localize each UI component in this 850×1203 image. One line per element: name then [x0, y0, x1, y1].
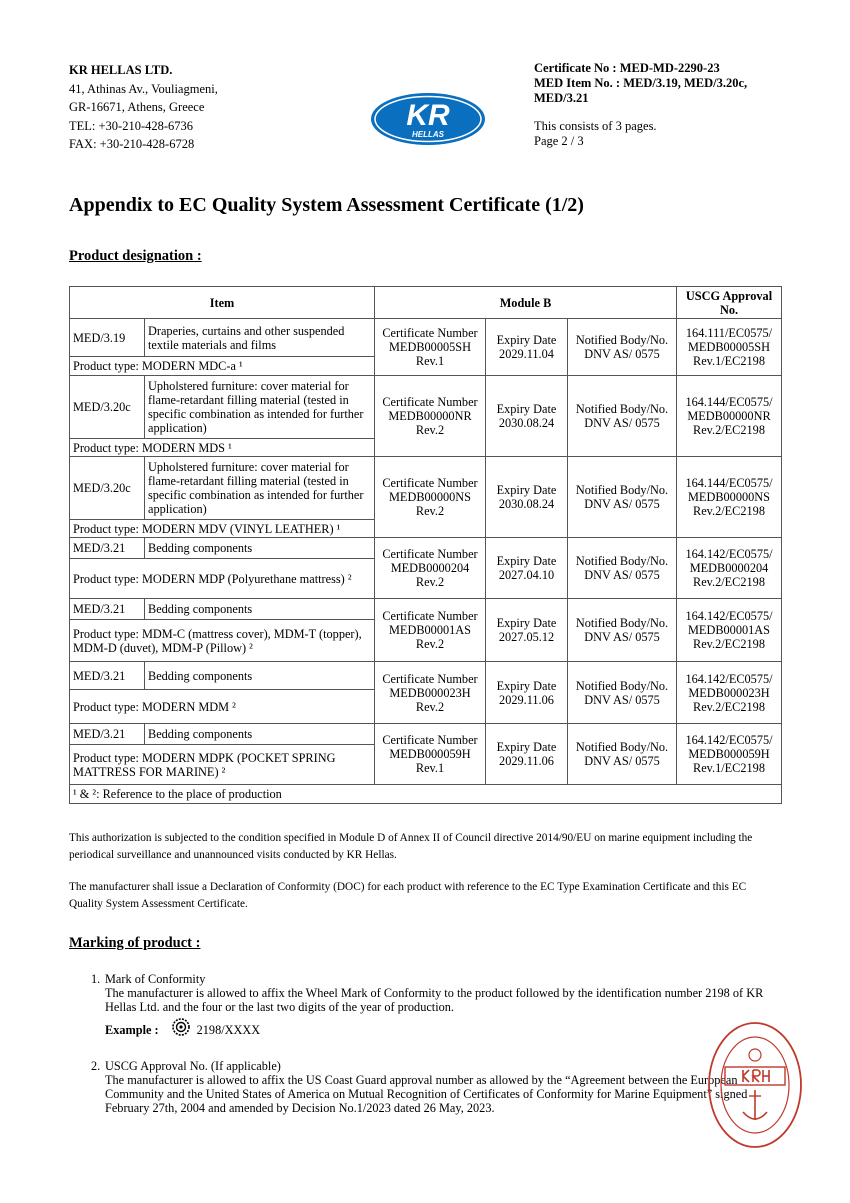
certificate-number-cell: Certificate Number MEDB000059H Rev.1 — [375, 724, 486, 785]
uscg-approval: 164.144/EC0575/ MEDB00000NR Rev.2/EC2198 — [677, 376, 782, 457]
marking-item-1 — [91, 972, 781, 1037]
logo-subtext: HELLAS — [412, 130, 444, 139]
uscg-approval: 164.142/EC0575/ MEDB000059H Rev.1/EC2198 — [677, 724, 782, 785]
product-designation-table — [69, 286, 782, 804]
notified-body: Notified Body/No. DNV AS/ 0575 — [568, 662, 677, 724]
med-number: MED/3.21 — [70, 724, 145, 745]
med-number: MED/3.19 — [70, 319, 145, 357]
certificate-number-cell: Certificate Number MEDB000023H Rev.2 — [375, 662, 486, 724]
logo-text: KR — [406, 99, 450, 132]
table-row — [70, 319, 782, 357]
telephone: TEL: +30-210-428-6736 — [69, 118, 194, 133]
item-description: Upholstered furniture: cover material for flame-retardant filling material (tested in specific combination as intended for further application) — [145, 457, 375, 520]
med-item-numbers-2: MED/3.21 — [534, 91, 589, 105]
certificate-number-cell: Certificate Number MEDB00000NR Rev.2 — [375, 376, 486, 457]
notified-body: Notified Body/No. DNV AS/ 0575 — [568, 319, 677, 376]
item-description: Bedding components — [145, 538, 375, 559]
example-value: 2198/XXXX — [196, 1023, 261, 1037]
uscg-approval: 164.142/EC0575/ MEDB000023H Rev.2/EC2198 — [677, 662, 782, 724]
table-footnote: ¹ & ²: Reference to the place of production — [70, 785, 782, 804]
notified-body: Notified Body/No. DNV AS/ 0575 — [568, 376, 677, 457]
list-number: 1. — [91, 972, 101, 986]
table-row — [70, 599, 782, 620]
column-header-uscg: USCG Approval No. — [677, 287, 782, 319]
declaration-paragraph: The manufacturer shall issue a Declaration of Conformity (DOC) for each product with reference to the EC Type Examination Certificate and this EC Quality System Assessment Certificate. — [69, 881, 747, 910]
certificate-number-cell: Certificate Number MEDB00005SH Rev.1 — [375, 319, 486, 376]
med-number: MED/3.21 — [70, 538, 145, 559]
expiry-date: Expiry Date 2030.08.24 — [486, 457, 568, 538]
address-line-2: GR-16671, Athens, Greece — [69, 100, 205, 114]
mark-of-conformity-title: Mark of Conformity — [105, 972, 206, 986]
item-description: Bedding components — [145, 662, 375, 690]
med-number: MED/3.21 — [70, 599, 145, 620]
fax: FAX: +30-210-428-6728 — [69, 137, 195, 151]
page-number: Page 2 / 3 — [534, 134, 584, 148]
uscg-approval: 164.142/EC0575/ MEDB0000204 Rev.2/EC2198 — [677, 538, 782, 599]
med-number: MED/3.20c — [70, 376, 145, 439]
list-number: 2. — [91, 1059, 101, 1073]
item-description: Upholstered furniture: cover material for flame-retardant filling material (tested in specific combination as intended for further application) — [145, 376, 375, 439]
marking-of-product-heading: Marking of product : — [69, 935, 201, 951]
kr-hellas-logo — [370, 92, 486, 146]
product-type: Product type: MODERN MDC-a ¹ — [70, 357, 375, 376]
product-type: Product type: MDM-C (mattress cover), MDM-T (topper), MDM-D (duvet), MDM-P (Pillow) ² — [70, 620, 375, 662]
example-label: Example : — [105, 1023, 159, 1037]
certificate-number-cell: Certificate Number MEDB0000204 Rev.2 — [375, 538, 486, 599]
notified-body: Notified Body/No. DNV AS/ 0575 — [568, 457, 677, 538]
example-line — [105, 1023, 781, 1037]
med-number: MED/3.21 — [70, 662, 145, 690]
issuer-address-block — [69, 61, 218, 154]
certificate-number-cell: Certificate Number MEDB00001AS Rev.2 — [375, 599, 486, 662]
table-row — [70, 724, 782, 745]
product-type: Product type: MODERN MDP (Polyurethane mattress) ² — [70, 559, 375, 599]
mark-of-conformity-text: The manufacturer is allowed to affix the Wheel Mark of Conformity to the product followed by the identification number 2198 of KR Hellas Ltd. and the four or the last two digits of the year of production. — [105, 986, 764, 1014]
expiry-date: Expiry Date 2030.08.24 — [486, 376, 568, 457]
company-stamp — [707, 1020, 803, 1150]
table-row — [70, 457, 782, 520]
wheel-mark-icon — [171, 1017, 191, 1037]
expiry-date: Expiry Date 2029.11.06 — [486, 724, 568, 785]
item-description: Draperies, curtains and other suspended textile materials and films — [145, 319, 375, 357]
column-header-item: Item — [70, 287, 375, 319]
notified-body: Notified Body/No. DNV AS/ 0575 — [568, 538, 677, 599]
uscg-approval: 164.144/EC0575/ MEDB00000NS Rev.2/EC2198 — [677, 457, 782, 538]
company-name: KR HELLAS LTD. — [69, 63, 173, 77]
marking-item-2 — [91, 1059, 781, 1115]
expiry-date: Expiry Date 2029.11.04 — [486, 319, 568, 376]
certificate-number-cell: Certificate Number MEDB00000NS Rev.2 — [375, 457, 486, 538]
product-type: Product type: MODERN MDM ² — [70, 690, 375, 724]
notified-body: Notified Body/No. DNV AS/ 0575 — [568, 599, 677, 662]
address-line-1: 41, Athinas Av., Vouliagmeni, — [69, 81, 218, 96]
item-description: Bedding components — [145, 599, 375, 620]
notified-body: Notified Body/No. DNV AS/ 0575 — [568, 724, 677, 785]
table-row — [70, 662, 782, 690]
uscg-approval: 164.111/EC0575/ MEDB00005SH Rev.1/EC2198 — [677, 319, 782, 376]
product-type: Product type: MODERN MDV (VINYL LEATHER) ¹ — [70, 520, 375, 538]
table-row — [70, 376, 782, 439]
product-type: Product type: MODERN MDS ¹ — [70, 439, 375, 457]
uscg-approval: 164.142/EC0575/ MEDB00001AS Rev.2/EC2198 — [677, 599, 782, 662]
med-item-numbers-1: MED Item No. : MED/3.19, MED/3.20c, — [534, 76, 748, 90]
item-description: Bedding components — [145, 724, 375, 745]
product-type: Product type: MODERN MDPK (POCKET SPRING MATTRESS FOR MARINE) ² — [70, 745, 375, 785]
authorization-paragraph: This authorization is subjected to the condition specified in Module D of Annex II of Council directive 2014/90/EU on marine equipment including the periodical surveillance and unannounced visits conducted by KR Hellas. — [69, 832, 753, 861]
page-title: Appendix to EC Quality System Assessment Certificate (1/2) — [69, 194, 584, 216]
expiry-date: Expiry Date 2027.04.10 — [486, 538, 568, 599]
product-designation-heading: Product designation : — [69, 248, 202, 264]
certificate-number: Certificate No : MED-MD-2290-23 — [534, 61, 720, 75]
uscg-approval-text: The manufacturer is allowed to affix the US Coast Guard approval number as allowed by the “Agreement between the European Community and the United States of America on Mutual Recognition of Certificates of Conformity for Marine Equipment” signed February 27th, 2004 and amended by Decision No.1/2023 dated 26 May, 2023. — [105, 1073, 748, 1115]
uscg-approval-title: USCG Approval No. (If applicable) — [105, 1059, 281, 1073]
certificate-info-block — [534, 61, 824, 149]
column-header-module: Module B — [375, 287, 677, 319]
table-row — [70, 538, 782, 559]
page-count-note: This consists of 3 pages. — [534, 119, 657, 133]
expiry-date: Expiry Date 2027.05.12 — [486, 599, 568, 662]
med-number: MED/3.20c — [70, 457, 145, 520]
expiry-date: Expiry Date 2029.11.06 — [486, 662, 568, 724]
